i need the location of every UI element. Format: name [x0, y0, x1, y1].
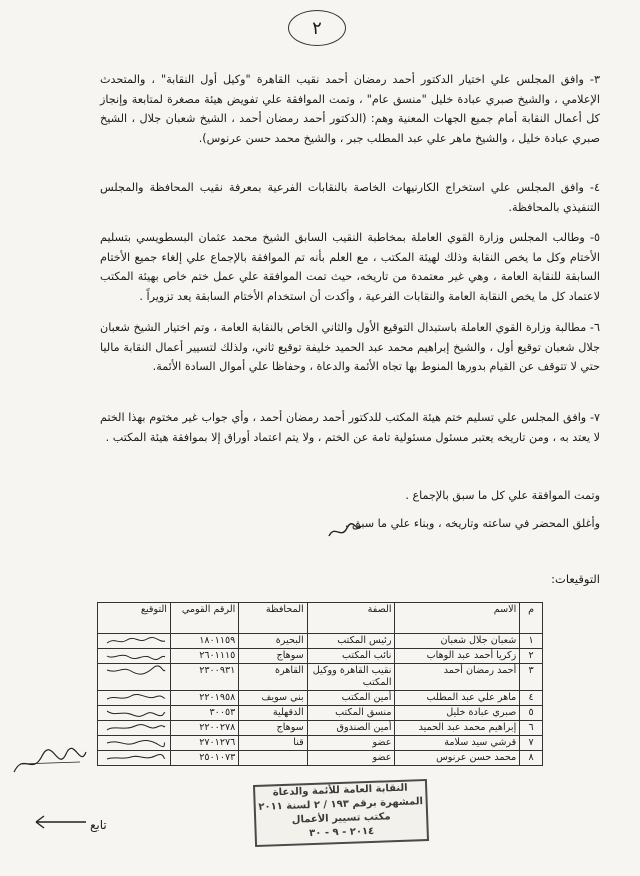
- row-name: قرشي سيد سلامة: [395, 736, 520, 751]
- row-signature: [98, 649, 171, 664]
- row-signature: [98, 664, 171, 691]
- paragraph-4: ٤- وافق المجلس علي استخراج الكارنيهات الخاصة بالنقابات الفرعية بمعرفة نقيب المحافظة والمجلس التنفيذي بالمحافظة.: [100, 181, 600, 214]
- handwritten-signature-icon: [105, 692, 167, 703]
- header-role: الصفة: [307, 603, 395, 634]
- row-num: ٨: [520, 751, 543, 766]
- header-governorate: المحافظة: [239, 603, 307, 634]
- stamp-line: ٢٠١٤ - ٩ - ٣٠: [309, 825, 375, 840]
- table-row: [98, 634, 543, 649]
- handwritten-signature-icon: [105, 737, 167, 748]
- handwritten-signature-icon: [105, 650, 167, 661]
- signatures-title: التوقيعات:: [551, 572, 600, 586]
- header-signature: التوقيع: [98, 603, 171, 634]
- row-signature: [98, 706, 171, 721]
- table-row: [98, 721, 543, 736]
- row-role: منسق المكتب: [307, 706, 395, 721]
- handwritten-signature-icon: [105, 722, 167, 733]
- row-governorate: قنا: [239, 736, 307, 751]
- approval-statement: وتمت الموافقة علي كل ما سبق بالإجماع .: [405, 489, 600, 502]
- header-national-id: الرقم القومي: [170, 603, 238, 634]
- row-governorate: البحيرة: [239, 634, 307, 649]
- stamp-line: النقابة العامة للأئمة والدعاة: [272, 782, 408, 799]
- row-name: زكريا أحمد عبد الوهاب: [395, 649, 520, 664]
- row-national-id: ٢٢٠٠٢٧٨: [170, 721, 238, 736]
- row-signature: [98, 751, 171, 766]
- row-national-id: ٢٦٠١١١٥: [170, 649, 238, 664]
- row-role: نائب المكتب: [307, 649, 395, 664]
- row-num: ٥: [520, 706, 543, 721]
- row-national-id: ٢٥٠١٠٧٣: [170, 751, 238, 766]
- row-num: ٦: [520, 721, 543, 736]
- row-role: رئيس المكتب: [307, 634, 395, 649]
- row-role: نقيب القاهرة ووكيل المكتب: [307, 664, 395, 691]
- row-national-id: ٢٣٠٠٩٣١: [170, 664, 238, 691]
- table-row: [98, 664, 543, 691]
- table-row: [98, 649, 543, 664]
- row-governorate: سوهاج: [239, 721, 307, 736]
- row-national-id: ١٨٠١١٥٩: [170, 634, 238, 649]
- row-national-id: ٣٠٠٥٣: [170, 706, 238, 721]
- row-signature: [98, 721, 171, 736]
- header-name: الاسم: [395, 603, 520, 634]
- row-governorate: القاهرة: [239, 664, 307, 691]
- pen-mark-icon: [325, 520, 365, 542]
- signatures-table: [97, 602, 543, 766]
- closing-statement: وأغلق المحضر في ساعته وتاريخه ، وبناء علي ما سبق .: [344, 517, 600, 530]
- table-row: [98, 691, 543, 706]
- continued-note: تابع: [90, 818, 107, 832]
- row-name: شعبان جلال شعبان: [395, 634, 520, 649]
- margin-signature-icon: [10, 742, 90, 782]
- row-num: ٣: [520, 664, 543, 691]
- stamp-line: المشهرة برقم ١٩٣ / ٢ لسنة ٢٠١١: [258, 796, 424, 813]
- row-national-id: ٢٢٠١٩٥٨: [170, 691, 238, 706]
- table-header-row: [98, 603, 543, 634]
- row-name: أحمد رمضان أحمد: [395, 664, 520, 691]
- handwritten-signature-icon: [105, 752, 167, 763]
- row-num: ٢: [520, 649, 543, 664]
- row-name: إبراهيم محمد عبد الحميد: [395, 721, 520, 736]
- page-number-circle: [288, 10, 346, 46]
- row-name: ماهر علي عبد المطلب: [395, 691, 520, 706]
- paragraph-7: ٧- وافق المجلس علي تسليم ختم هيئة المكتب للدكتور أحمد رمضان أحمد ، وأي جواب غير مختوم بهذا الختم لا يعتد به ، ومن تاريخه يعتبر مسئول مسئولية تامة عن الختم ، ولا يتم اعتماد أوراق إلا بموافقة هيئة المكتب .: [100, 411, 600, 444]
- row-role: أمين الصندوق: [307, 721, 395, 736]
- row-name: صبري عبادة خليل: [395, 706, 520, 721]
- row-role: عضو: [307, 751, 395, 766]
- paragraph-6: ٦- مطالبة وزارة القوي العاملة باستبدال التوقيع الأول والثاني الخاص بالنقابة العامة ، وتم اختيار الشيخ شعبان جلال شعبان توقيع أول ، والشيخ إبراهيم محمد عبد الحميد خليفة توقيع ثاني، ولذلك لتسيير أعمال النقابة ماليا حتي لا تتوقف عن القيام بدورها المنوط بها تجاه الأئمة والدعاة ، وحفاظا علي أموال السادة الأئمة.: [100, 321, 600, 373]
- row-national-id: ٢٧٠١٢٧٦: [170, 736, 238, 751]
- paragraph-5: ٥- وطالب المجلس وزارة القوي العاملة بمخاطبة النقيب السابق الشيخ محمد عثمان البسطويسي بتسليم الأختام وكل ما يخص النقابة وذلك لهيئة المكتب ، مع العلم بأنه تم الموافقة بالإجماع علي إلغاء جميع الأختام السابقة للنقابة العامة ، وهي غير معتمدة من تاريخه، حيث تمت الموافقة علي عمل ختم خاص بهيئة المكتب لاعتماد كل ما يخص النقابة العامة والنقابات الفرعية ، وأكدت أن استخدام الأختام السابقة يعد تزويراً .: [100, 231, 600, 303]
- row-signature: [98, 691, 171, 706]
- row-signature: [98, 736, 171, 751]
- row-governorate: [239, 751, 307, 766]
- arrow-left-icon: [30, 812, 90, 832]
- table-row: [98, 706, 543, 721]
- header-num: م: [520, 603, 543, 634]
- handwritten-signature-icon: [105, 707, 167, 718]
- row-num: ١: [520, 634, 543, 649]
- stamp-line: مكتب تسيير الأعمال: [291, 811, 391, 826]
- office-stamp: [253, 779, 429, 847]
- row-governorate: الدقهلية: [239, 706, 307, 721]
- table-row: [98, 736, 543, 751]
- row-num: ٧: [520, 736, 543, 751]
- row-governorate: سوهاج: [239, 649, 307, 664]
- paragraph-3: ٣- وافق المجلس علي اختيار الدكتور أحمد رمضان أحمد نقيب القاهرة "وكيل أول النقابة" ، والمتحدث الإعلامي ، والشيخ صبري عبادة خليل "منسق عام" ، وتمت الموافقة علي تفويض هيئة مصغرة لمتابعة وإنجاز كل أعمال النقابة أمام جميع الجهات المعنية وهم: (الدكتور أحمد رمضان أحمد ، الشيخ شعبان جلال ، الشيخ صبري عبادة خليل ، والشيخ ماهر علي عبد المطلب جبر ، والشيخ محمد حسن عرنوس).: [100, 73, 600, 145]
- page-number: ٢: [312, 17, 322, 39]
- handwritten-signature-icon: [105, 635, 167, 646]
- row-signature: [98, 634, 171, 649]
- row-num: ٤: [520, 691, 543, 706]
- table-row: [98, 751, 543, 766]
- row-role: عضو: [307, 736, 395, 751]
- row-governorate: بني سويف: [239, 691, 307, 706]
- row-name: محمد حسن عرنوس: [395, 751, 520, 766]
- handwritten-signature-icon: [105, 665, 167, 676]
- row-role: أمين المكتب: [307, 691, 395, 706]
